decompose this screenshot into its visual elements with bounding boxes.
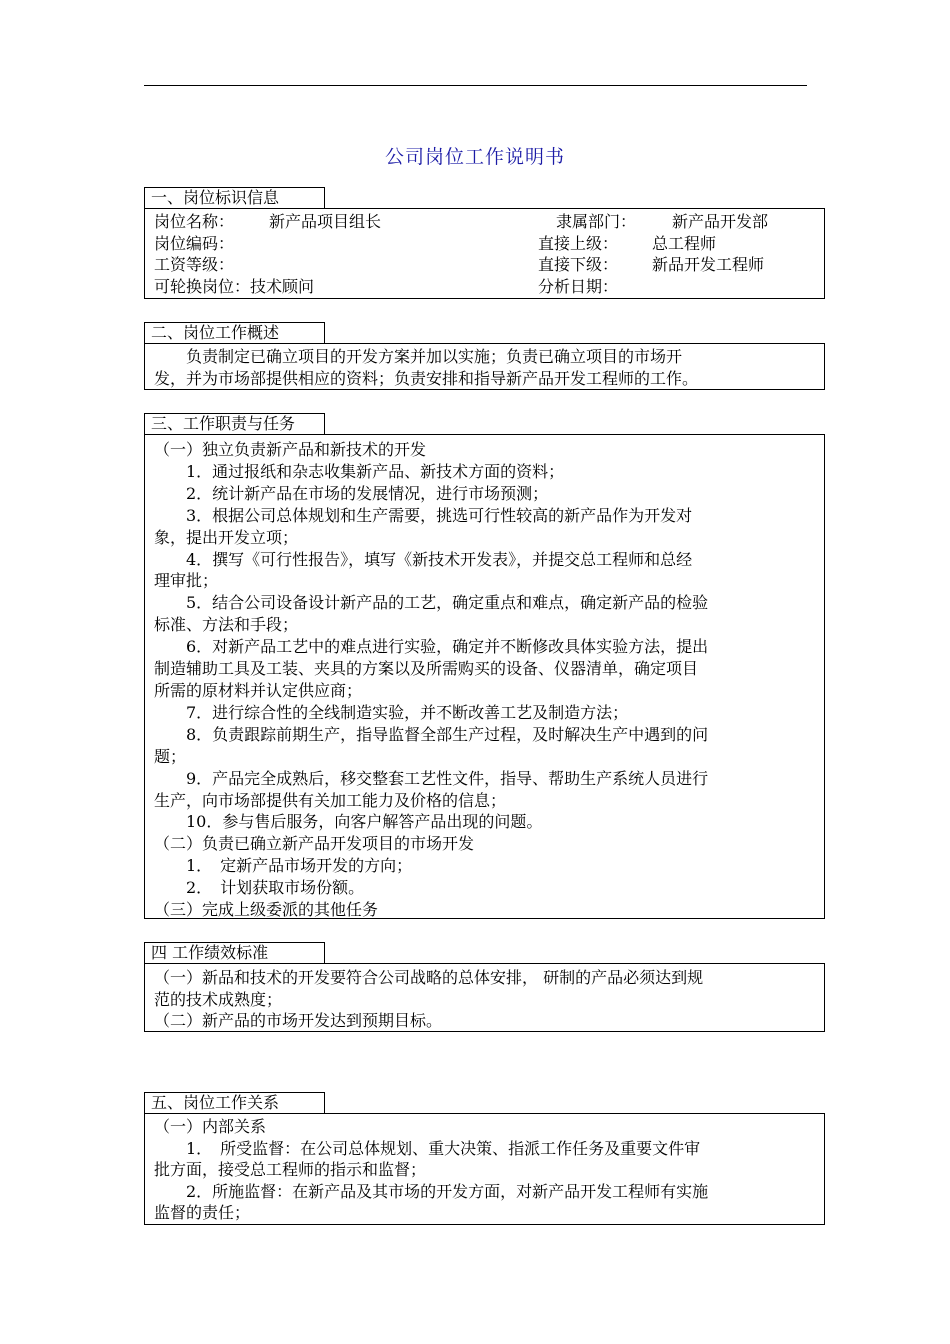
section-4-heading: 四 工作绩效标准: [144, 942, 325, 963]
header-rule: [144, 85, 807, 86]
duty-item: 4．撰写《可行性报告》，填写《新技术开发表》，并提交总工程师和总经: [186, 549, 693, 569]
subordinate-label: 直接下级：: [538, 255, 619, 275]
duty-item: 9．产品完全成熟后，移交整套工艺性文件，指导、帮助生产系统人员进行: [186, 768, 709, 788]
section-5-box: [144, 1113, 825, 1225]
subordinate-value: 新品开发工程师: [652, 255, 765, 275]
duty-item: 3．根据公司总体规划和生产需要，挑选可行性较高的新产品作为开发对: [186, 505, 693, 525]
duty-item-cont: 标准、方法和手段；: [154, 615, 299, 635]
duty-item: 2．统计新产品在市场的发展情况，进行市场预测；: [186, 483, 549, 503]
duty-item: 5．结合公司设备设计新产品的工艺，确定重点和难点，确定新产品的检验: [186, 593, 709, 613]
duty-item-cont: 理审批；: [154, 571, 219, 591]
analysis-date-label: 分析日期：: [538, 276, 619, 296]
salary-grade-label: 工资等级：: [154, 255, 235, 275]
section-1-heading: 一、岗位标识信息: [144, 187, 325, 208]
text-line: 负责制定已确立项目的开发方案并加以实施；负责已确立项目的市场开: [186, 347, 683, 366]
superior-value: 总工程师: [652, 233, 717, 253]
document-title: 公司岗位工作说明书: [384, 146, 565, 168]
standard-item-cont: 范的技术成熟度；: [154, 989, 283, 1009]
duty-item: 1． 定新产品市场开发的方向；: [186, 856, 413, 876]
duty-item: 6．对新产品工艺中的难点进行实验，确定并不断修改具体实验方法，提出: [186, 637, 709, 657]
duty-item: 2． 计划获取市场份额。: [186, 878, 365, 898]
relation-item-cont: 监督的责任；: [154, 1203, 251, 1223]
info-row: [154, 276, 816, 298]
section-3-box: [144, 434, 825, 919]
department-label: 隶属部门：: [556, 212, 637, 231]
duty-item: 10．参与售后服务，向客户解答产品出现的问题。: [186, 812, 543, 832]
position-name-value: 新产品项目组长: [269, 212, 382, 231]
subsection-title: （一）内部关系: [154, 1117, 267, 1136]
duty-item-cont: 生产，向市场部提供有关加工能力及价格的信息；: [154, 790, 507, 810]
subsection-title: （一）独立负责新产品和新技术的开发: [154, 440, 427, 459]
section-5-heading: 五、岗位工作关系: [144, 1092, 325, 1113]
subsection-title: （二）负责已确立新产品开发项目的市场开发: [154, 834, 475, 854]
section-2-heading: 二、岗位工作概述: [144, 322, 325, 343]
duty-item: 1．通过报纸和杂志收集新产品、新技术方面的资料；: [186, 461, 565, 481]
duty-item: 7．进行综合性的全线制造实验，并不断改善工艺及制造方法；: [186, 702, 629, 722]
duty-item-cont: 制造辅助工具及工装、夹具的方案以及所需购买的设备、仪器清单，确定项目: [154, 659, 699, 679]
info-row: [154, 211, 816, 233]
relation-item: 2．所施监督：在新产品及其市场的开发方面，对新产品开发工程师有实施: [186, 1181, 709, 1201]
section-1-box: [144, 208, 825, 299]
section-2-box: [144, 343, 825, 390]
info-row: [154, 233, 816, 255]
relation-item-cont: 批方面，接受总工程师的指示和监督；: [154, 1160, 427, 1180]
rotation-position-value: 技术顾问: [250, 276, 315, 296]
subsection-title: （三）完成上级委派的其他任务: [154, 900, 379, 920]
section-4-box: [144, 963, 825, 1032]
info-row: [154, 254, 816, 276]
duty-item-cont: 所需的原材料并认定供应商；: [154, 680, 363, 700]
rotation-position-label: 可轮换岗位：: [154, 276, 251, 296]
standard-item: （二）新产品的市场开发达到预期目标。: [154, 1011, 443, 1031]
standard-item: （一）新品和技术的开发要符合公司战略的总体安排， 研制的产品必须达到规: [154, 968, 704, 987]
duty-item-cont: 题；: [154, 746, 187, 766]
relation-item: 1． 所受监督：在公司总体规划、重大决策、指派工作任务及重要文件审: [186, 1138, 701, 1158]
duty-item-cont: 象，提出开发立项；: [154, 527, 299, 547]
text-line: 发，并为市场部提供相应的资料；负责安排和指导新产品开发工程师的工作。: [154, 368, 699, 388]
position-code-label: 岗位编码：: [154, 233, 235, 253]
position-name-label: 岗位名称：: [154, 212, 235, 231]
superior-label: 直接上级：: [538, 233, 619, 253]
duty-item: 8．负责跟踪前期生产，指导监督全部生产过程，及时解决生产中遇到的问: [186, 724, 709, 744]
department-value: 新产品开发部: [672, 212, 769, 231]
section-3-heading: 三、工作职责与任务: [144, 413, 325, 434]
